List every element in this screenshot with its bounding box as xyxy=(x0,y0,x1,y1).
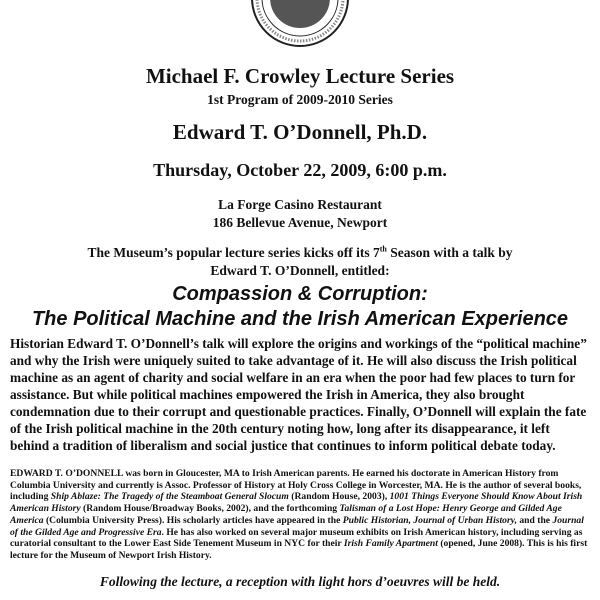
speaker-bio: EDWARD T. O’DONNELL was born in Gloucester, MA to Irish American parents. He earned his doctorate in American History from Columbia University and currently is Assoc. Professor of History at Holy Cross College in Worcester, MA. He is the author of several books, including Ship Ablaze: The Tragedy of the Steamboat General Slocum (Random House, 2003), 1001 Things Everyone Should Know About Irish American History (Random House/Broadway Books, 2002), and the forthcoming Talisman of a Lost Hope: Henry George and Gilded Age America (Columbia University Press). His scholarly articles have appeared in the Public Historian, Journal of Urban History, and the Journal of the Gilded Age and Progressive Era. He has also worked on several major museum exhibits on Irish American history, including serving as curatorial consultant to the Lower East Side Tenement Museum in NYC for their Irish Family Apartment (opened, June 2008). This is his first lecture for the Museum of Newport Irish History. xyxy=(10,468,588,561)
intro-line1: The Museum’s popular lecture series kicks off its 7th Season with a talk by xyxy=(87,244,513,260)
reception-note: Following the lecture, a reception with light hors d’oeuvres will be held. xyxy=(99,574,501,589)
intro xyxy=(0,244,600,280)
venue-address: 186 Bellevue Avenue, Newport xyxy=(212,215,388,230)
museum-seal-icon xyxy=(250,0,350,48)
intro-line2: Edward T. O’Donnell, entitled: xyxy=(210,263,390,278)
talk-title: Compassion & Corruption: The Political Machine and the Irish American Experience xyxy=(31,283,569,330)
speaker-name: Edward T. O’Donnell, Ph.D. xyxy=(172,120,428,144)
series-title: Michael F. Crowley Lecture Series xyxy=(145,64,455,88)
venue-name: La Forge Casino Restaurant xyxy=(218,197,382,212)
talk-description: Historian Edward T. O’Donnell’s talk will explore the origins and workings of the “political machine” and why the Irish were uniquely suited to take advantage of it. He will also discuss the Irish political machine as an agent of charity and social welfare in an era when the poor had few places to turn for assistance. But while political machines empowered the Irish in America, they also brought condemnation due to their corrupt and questionable practices. Finally, O’Donnell will explain the fate of the Irish political machine in the 20th century noting how, long after its disappearance, it left behind a tradition of liberalism and social justice that continues to inform political debate today. xyxy=(10,336,587,453)
series-subtitle: 1st Program of 2009-2010 Series xyxy=(207,92,393,107)
event-datetime: Thursday, October 22, 2009, 6:00 p.m. xyxy=(153,160,447,180)
venue xyxy=(0,196,600,232)
